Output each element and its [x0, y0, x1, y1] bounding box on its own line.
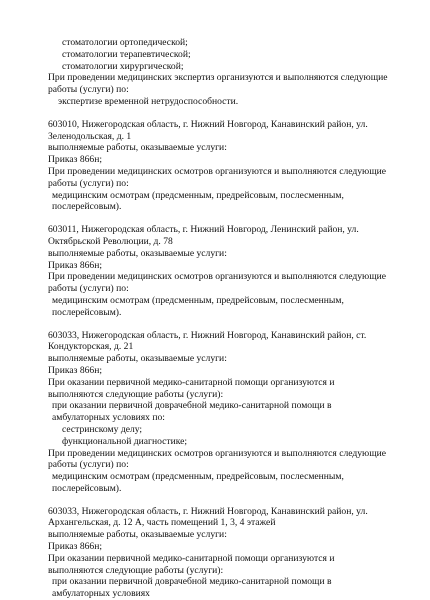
document-line: медицинским осмотрам (предсменным, предрейсовым, послесменным, послерейсовым). — [52, 189, 344, 213]
document-line: При проведении медицинских экспертиз организуются и выполняются следующие работы (услуги) по: — [48, 72, 388, 96]
document-line: экспертизе временной нетрудоспособности. — [58, 95, 239, 107]
document-line: Приказ 866н; — [48, 364, 103, 376]
document-line: выполняемые работы, оказываемые услуги: — [48, 353, 227, 365]
document-line: стоматологии терапевтической; — [62, 48, 191, 60]
document-section — [48, 506, 388, 600]
document-section — [48, 37, 388, 108]
document-line: Приказ 866н; — [48, 541, 103, 553]
document-line: функциональной диагностике; — [62, 435, 188, 447]
document-line: 603011, Нижегородская область, г. Нижний Новгород, Ленинский район, ул. Октябрьской Революции, д. 78 — [48, 224, 359, 247]
document-line: Приказ 866н; — [48, 259, 103, 271]
document-section — [48, 224, 388, 318]
document-line: при оказании первичной доврачебной медико-санитарной помощи в амбулаторных условиях по: — [52, 400, 332, 424]
document-line: При проведении медицинских осмотров организуются и выполняются следующие работы (услуги) по: — [48, 447, 386, 471]
document-line: выполняемые работы, оказываемые услуги: — [48, 142, 227, 154]
document-line: При оказании первичной медико-санитарной помощи организуются и выполняются следующие работы (услуги): — [48, 376, 335, 400]
document-line: При проведении медицинских осмотров организуются и выполняются следующие работы (услуги) по: — [48, 165, 386, 189]
document-section — [48, 119, 388, 213]
document-line: медицинским осмотрам (предсменным, предрейсовым, послесменным, послерейсовым). — [52, 471, 344, 494]
document-section — [48, 330, 388, 495]
document-line: 603010, Нижегородская область, г. Нижний Новгород, Канавинский район, ул. Зеленодольская, д. 1 — [48, 118, 368, 142]
document-line: сестринскому делу; — [62, 423, 143, 435]
document-line: 603033, Нижегородская область, г. Нижний Новгород, Канавинский район, ст. Кондукторская, д. 21 — [48, 329, 367, 353]
document-line: медицинским осмотрам (предсменным, предрейсовым, послесменным, послерейсовым). — [52, 294, 344, 318]
document-line: 603033, Нижегородская область, г. Нижний Новгород, Канавинский район, ул. Архангельская, д. 12 А, часть помещений 1, 3, 4 этажей — [48, 505, 368, 529]
document-line: Приказ 866н; — [48, 154, 103, 166]
document-line: выполняемые работы, оказываемые услуги: — [48, 247, 227, 259]
document-line: при оказании первичной доврачебной медико-санитарной помощи в амбулаторных условиях — [52, 576, 332, 600]
document-line: стоматологии ортопедической; — [62, 37, 188, 48]
document-line: выполняемые работы, оказываемые услуги: — [48, 529, 227, 541]
document-line: При оказании первичной медико-санитарной помощи организуются и выполняются следующие работы (услуги): — [48, 552, 335, 576]
document-line: При проведении медицинских осмотров организуются и выполняются следующие работы (услуги) по: — [48, 271, 386, 295]
document-line: стоматологии хирургической; — [62, 60, 184, 72]
